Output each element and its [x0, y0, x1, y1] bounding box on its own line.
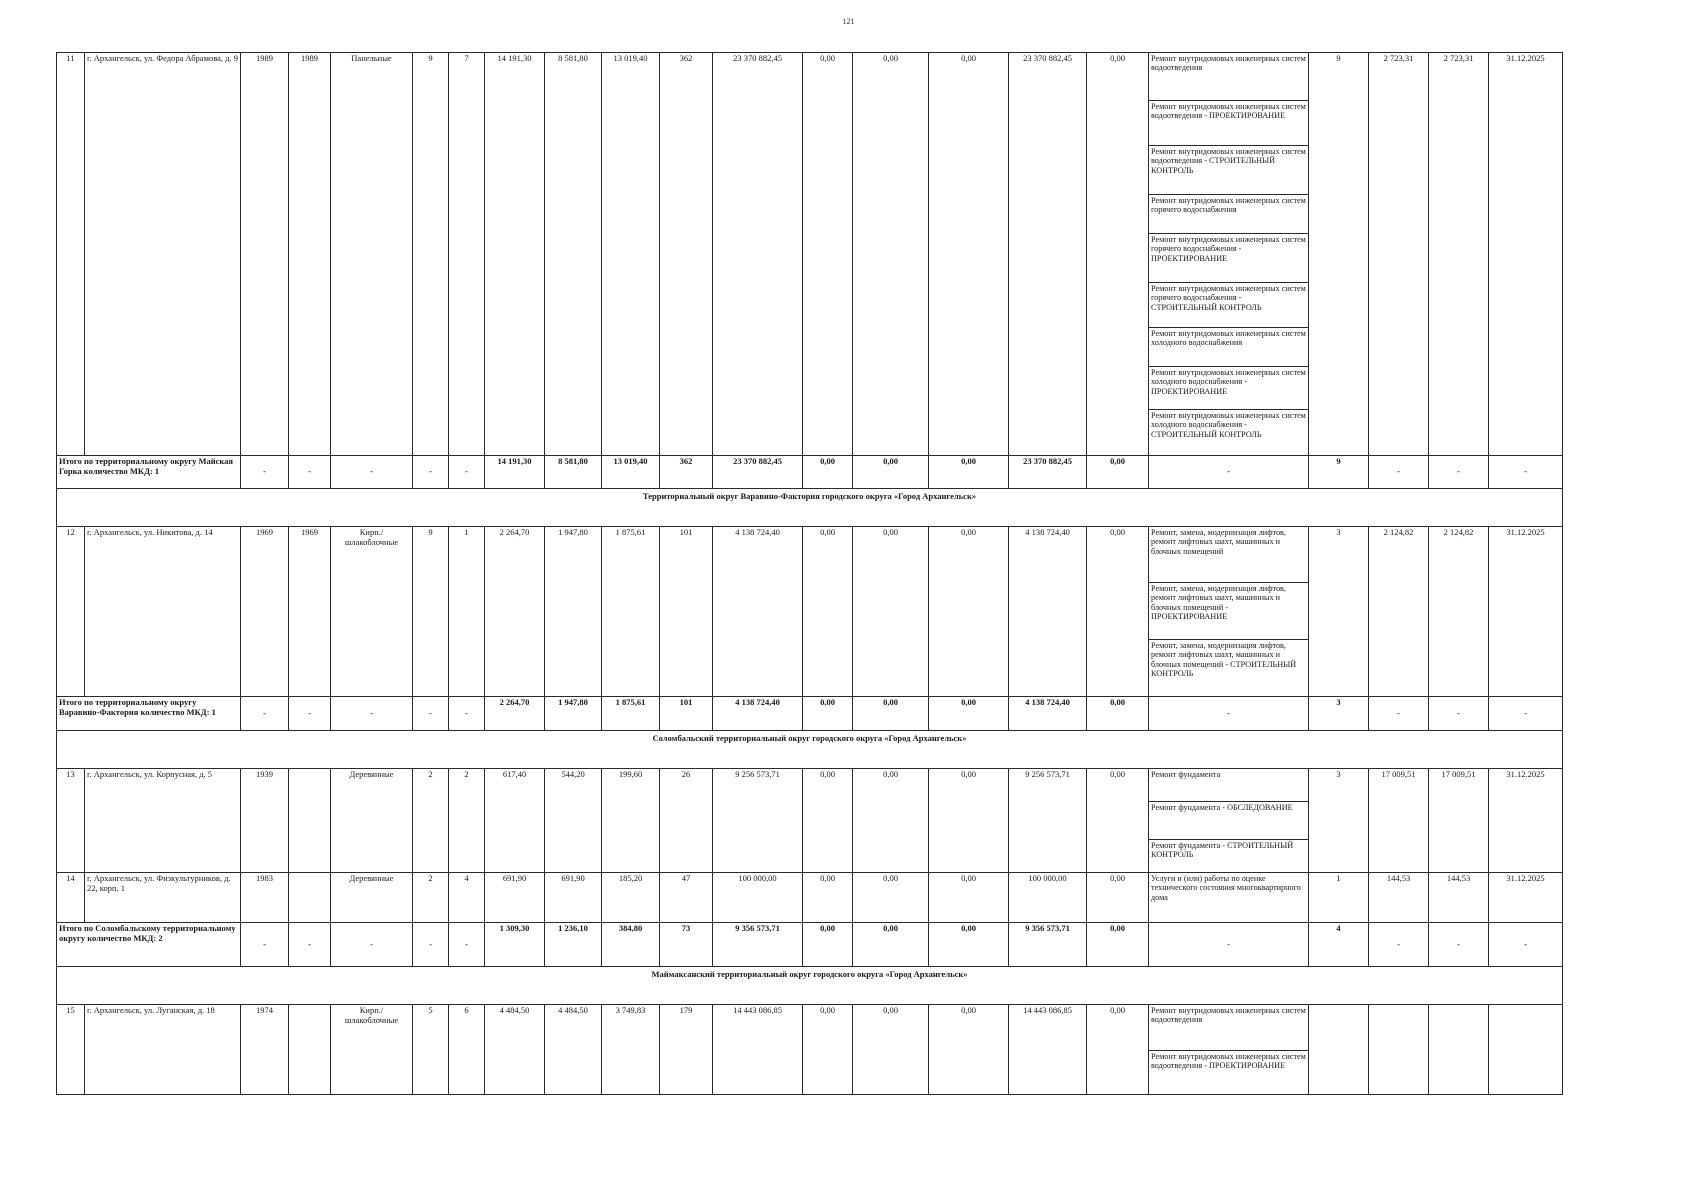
total-area: 691,90 — [485, 873, 545, 923]
table-row — [57, 769, 1563, 802]
residents: 362 — [660, 53, 713, 456]
address: г. Архангельск, ул. Физкультурников, д. 22, корп. 1 — [85, 873, 241, 923]
work-item: Ремонт внутридомовых инженерных систем горячего водоснабжения - ПРОЕКТИРОВАНИЕ — [1149, 234, 1309, 283]
floors: 5 — [413, 1005, 449, 1095]
living-area: 544,20 — [545, 769, 602, 873]
entrances: 7 — [449, 53, 485, 456]
address: г. Архангельск, ул. Луганская, д. 18 — [85, 1005, 241, 1095]
row-number: 13 — [57, 769, 85, 873]
cost-total: 9 256 573,71 — [713, 769, 803, 873]
district-total-row: Итого по территориальному округу Майская Горка количество МКД: 1 - - - - - 14 191,30 8 581,80 13 019,40 362 23 370 882,45 0,00 0,00 0,00 23 370 882,45 0,00 - 9 - - - — [57, 456, 1563, 489]
address: г. Архангельск, ул. Корпусная, д. 5 — [85, 769, 241, 873]
work-item: Ремонт внутридомовых инженерных систем водоотведения - ПРОЕКТИРОВАНИЕ — [1149, 1051, 1309, 1095]
cost-total: 100 000,00 — [713, 873, 803, 923]
cost-budget-local: 0,00 — [929, 769, 1009, 873]
owned-area: 185,20 — [602, 873, 660, 923]
cost-budget-local: 0,00 — [929, 527, 1009, 697]
floors: 2 — [413, 873, 449, 923]
unit-cost-max: 2 723,31 — [1429, 53, 1489, 456]
wall-material: Кирп./ шлакоблочные — [331, 527, 413, 697]
year-commissioned: 1989 — [289, 53, 331, 456]
unit-cost: 2 124,82 — [1369, 527, 1429, 697]
district-total-row: Итого по Соломбальскому территориальному округу количество МКД: 2 - - - - - 1 309,30 1 236,10 384,80 73 9 356 573,71 0,00 0,00 0,00 9 356 573,71 0,00 - 4 - - - — [57, 923, 1563, 967]
cost-fund: 0,00 — [803, 769, 853, 873]
year-built: 1974 — [241, 1005, 289, 1095]
district-total-row: Итого по территориальному округу Варавино-Фактория количество МКД: 1 - - - - - 2 264,70 1 947,80 1 875,61 101 4 138 724,40 0,00 0,00 0,00 4 138 724,40 0,00 - 3 - - - — [57, 697, 1563, 731]
year-built: 1983 — [241, 873, 289, 923]
wall-material: Панельные — [331, 53, 413, 456]
works-count: 1 — [1309, 873, 1369, 923]
year-commissioned — [289, 873, 331, 923]
floors: 9 — [413, 53, 449, 456]
work-item: Ремонт внутридомовых инженерных систем водоотведения - ПРОЕКТИРОВАНИЕ — [1149, 101, 1309, 146]
cost-fund: 0,00 — [803, 53, 853, 456]
residents: 101 — [660, 527, 713, 697]
work-item: Ремонт внутридомовых инженерных систем холодного водоснабжения — [1149, 328, 1309, 367]
cost-total: 23 370 882,45 — [713, 53, 803, 456]
district-heading: Соломбальский территориальный округ городского округа «Город Архангельск» — [57, 731, 1563, 769]
cost-owners: 14 443 086,85 — [1009, 1005, 1087, 1095]
cost-budget-local: 0,00 — [929, 1005, 1009, 1095]
cost-fund: 0,00 — [803, 873, 853, 923]
table-row — [57, 53, 1563, 101]
repair-register-table — [56, 52, 1563, 1095]
cost-owners: 9 256 573,71 — [1009, 769, 1087, 873]
total-label: Итого по Соломбальскому территориальному округу количество МКД: 2 — [57, 923, 241, 967]
table-row — [57, 1005, 1563, 1051]
cost-other: 0,00 — [1087, 1005, 1149, 1095]
work-item: Ремонт фундамента - СТРОИТЕЛЬНЫЙ КОНТРОЛЬ — [1149, 840, 1309, 873]
entrances: 1 — [449, 527, 485, 697]
cost-fund: 0,00 — [803, 527, 853, 697]
cost-other: 0,00 — [1087, 769, 1149, 873]
floors: 9 — [413, 527, 449, 697]
work-item: Ремонт внутридомовых инженерных систем холодного водоснабжения - СТРОИТЕЛЬНЫЙ КОНТРОЛЬ — [1149, 410, 1309, 456]
cost-budget-region: 0,00 — [853, 527, 929, 697]
entrances: 2 — [449, 769, 485, 873]
unit-cost-max: 144,53 — [1429, 873, 1489, 923]
year-built: 1969 — [241, 527, 289, 697]
residents: 47 — [660, 873, 713, 923]
work-item: Ремонт, замена, модернизация лифтов, ремонт лифтовых шахт, машинных и блочных помещений - ПРОЕКТИРОВАНИЕ — [1149, 583, 1309, 640]
row-number: 11 — [57, 53, 85, 456]
work-item: Ремонт фундамента - ОБСЛЕДОВАНИЕ — [1149, 802, 1309, 840]
work-item: Ремонт, замена, модернизация лифтов, ремонт лифтовых шахт, машинных и блочных помещений - СТРОИТЕЛЬНЫЙ КОНТРОЛЬ — [1149, 640, 1309, 697]
living-area: 1 947,80 — [545, 527, 602, 697]
year-built: 1989 — [241, 53, 289, 456]
deadline: 31.12.2025 — [1489, 53, 1563, 456]
unit-cost-max: 2 124,82 — [1429, 527, 1489, 697]
works-count: 3 — [1309, 527, 1369, 697]
total-area: 14 191,30 — [485, 53, 545, 456]
district-heading: Территориальный округ Варавино-Фактория городского округа «Город Архангельск» — [57, 489, 1563, 527]
year-commissioned — [289, 1005, 331, 1095]
total-label: Итого по территориальному округу Майская Горка количество МКД: 1 — [57, 456, 241, 489]
cost-budget-region: 0,00 — [853, 53, 929, 456]
unit-cost: 144,53 — [1369, 873, 1429, 923]
year-commissioned — [289, 769, 331, 873]
cost-fund: 0,00 — [803, 1005, 853, 1095]
works-count: 3 — [1309, 769, 1369, 873]
cost-total: 4 138 724,40 — [713, 527, 803, 697]
work-item: Ремонт внутридомовых инженерных систем водоотведения - СТРОИТЕЛЬНЫЙ КОНТРОЛЬ — [1149, 146, 1309, 195]
cost-other: 0,00 — [1087, 527, 1149, 697]
work-item: Ремонт внутридомовых инженерных систем водоотведения — [1149, 53, 1309, 101]
unit-cost: 17 009,51 — [1369, 769, 1429, 873]
owned-area: 199,60 — [602, 769, 660, 873]
wall-material: Деревянные — [331, 769, 413, 873]
work-item: Ремонт, замена, модернизация лифтов, ремонт лифтовых шахт, машинных и блочных помещений — [1149, 527, 1309, 583]
works-count: 9 — [1309, 53, 1369, 456]
work-item: Ремонт внутридомовых инженерных систем горячего водоснабжения - СТРОИТЕЛЬНЫЙ КОНТРОЛЬ — [1149, 283, 1309, 328]
living-area: 4 484,50 — [545, 1005, 602, 1095]
cost-budget-region: 0,00 — [853, 873, 929, 923]
total-area: 2 264,70 — [485, 527, 545, 697]
cost-owners: 100 000,00 — [1009, 873, 1087, 923]
address: г. Архангельск, ул. Федора Абрамова, д. 9 — [85, 53, 241, 456]
unit-cost-max: 17 009,51 — [1429, 769, 1489, 873]
deadline: 31.12.2025 — [1489, 769, 1563, 873]
deadline: 31.12.2025 — [1489, 527, 1563, 697]
work-item: Ремонт фундамента — [1149, 769, 1309, 802]
total-area: 617,40 — [485, 769, 545, 873]
work-item: Ремонт внутридомовых инженерных систем холодного водоснабжения - ПРОЕКТИРОВАНИЕ — [1149, 367, 1309, 410]
residents: 179 — [660, 1005, 713, 1095]
page-number: 121 — [842, 17, 855, 26]
year-built: 1939 — [241, 769, 289, 873]
cost-total: 14 443 086,85 — [713, 1005, 803, 1095]
living-area: 8 581,80 — [545, 53, 602, 456]
floors: 2 — [413, 769, 449, 873]
living-area: 691,90 — [545, 873, 602, 923]
deadline: 31.12.2025 — [1489, 873, 1563, 923]
entrances: 6 — [449, 1005, 485, 1095]
wall-material: Кирп./ шлакоблочные — [331, 1005, 413, 1095]
residents: 26 — [660, 769, 713, 873]
year-commissioned: 1969 — [289, 527, 331, 697]
total-area: 4 484,50 — [485, 1005, 545, 1095]
cost-other: 0,00 — [1087, 53, 1149, 456]
cost-budget-region: 0,00 — [853, 1005, 929, 1095]
cost-budget-local: 0,00 — [929, 53, 1009, 456]
district-heading: Маймаксанский территориальный округ городского округа «Город Архангельск» — [57, 967, 1563, 1005]
table-row — [57, 873, 1563, 923]
cost-owners: 23 370 882,45 — [1009, 53, 1087, 456]
work-item: Услуги и (или) работы по оценке технического состояния многоквартирного дома — [1149, 873, 1309, 923]
unit-cost: 2 723,31 — [1369, 53, 1429, 456]
wall-material: Деревянные — [331, 873, 413, 923]
total-label: Итого по территориальному округу Варавино-Фактория количество МКД: 1 — [57, 697, 241, 731]
entrances: 4 — [449, 873, 485, 923]
owned-area: 1 875,61 — [602, 527, 660, 697]
cost-owners: 4 138 724,40 — [1009, 527, 1087, 697]
work-item: Ремонт внутридомовых инженерных систем водоотведения — [1149, 1005, 1309, 1051]
work-item: Ремонт внутридомовых инженерных систем горячего водоснабжения — [1149, 195, 1309, 234]
cost-other: 0,00 — [1087, 873, 1149, 923]
row-number: 14 — [57, 873, 85, 923]
row-number: 12 — [57, 527, 85, 697]
cost-budget-local: 0,00 — [929, 873, 1009, 923]
cost-budget-region: 0,00 — [853, 769, 929, 873]
address: г. Архангельск, ул. Никитова, д. 14 — [85, 527, 241, 697]
owned-area: 13 019,40 — [602, 53, 660, 456]
owned-area: 3 749,83 — [602, 1005, 660, 1095]
row-number: 15 — [57, 1005, 85, 1095]
table-row — [57, 527, 1563, 583]
